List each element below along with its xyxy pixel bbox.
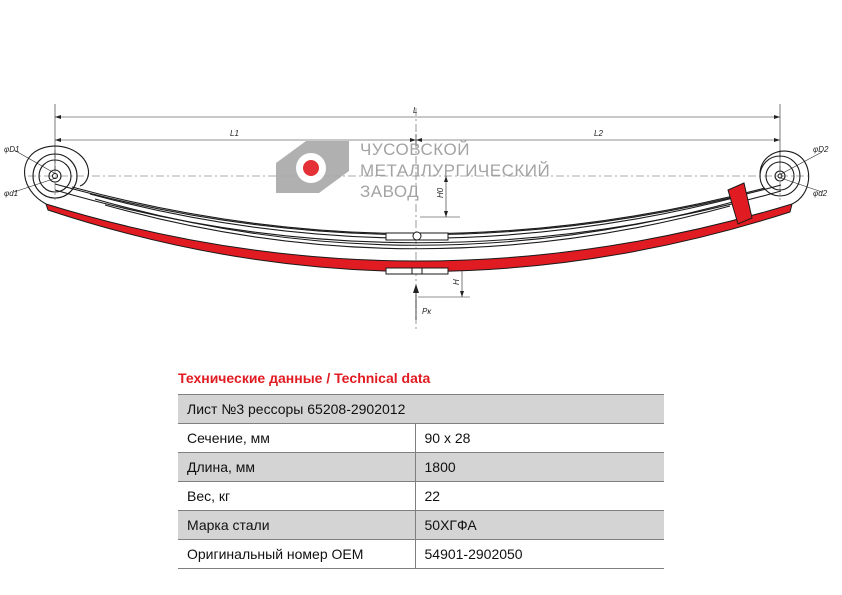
spec-table-header: Лист №3 рессоры 65208-2902012 xyxy=(178,395,664,424)
spec-label-section: Сечение, мм xyxy=(178,424,415,453)
center-clamp xyxy=(386,232,448,274)
spec-value-steel: 50ХГФА xyxy=(415,511,664,540)
dim-right-length: L2 xyxy=(594,129,603,138)
dim-left-length: L1 xyxy=(230,129,239,138)
logo-line-3: ЗАВОД xyxy=(360,182,420,201)
rebound-clip xyxy=(728,183,752,224)
left-eye xyxy=(25,146,89,204)
spec-row xyxy=(178,540,664,569)
spec-label-length: Длина, мм xyxy=(178,453,415,482)
spec-value-length: 1800 xyxy=(415,453,664,482)
spec-label-oem: Оригинальный номер ОЕМ xyxy=(178,540,415,569)
logo-mark xyxy=(276,141,349,193)
dim-eye-d2: φD2 xyxy=(813,145,829,154)
dim-total-length: L xyxy=(413,106,418,115)
spec-row xyxy=(178,453,664,482)
load-label: Pк xyxy=(422,307,432,316)
dim-height-h0: H0 xyxy=(436,187,445,198)
logo-line-2: МЕТАЛЛУРГИЧЕСКИЙ xyxy=(360,161,551,180)
spec-value-oem: 54901-2902050 xyxy=(415,540,664,569)
dim-eye-small-d1: φd1 xyxy=(4,189,19,198)
right-eye xyxy=(760,151,809,204)
spec-value-section: 90 х 28 xyxy=(415,424,664,453)
spec-label-steel: Марка стали xyxy=(178,511,415,540)
spec-label-weight: Вес, кг xyxy=(178,482,415,511)
spec-row xyxy=(178,424,664,453)
dim-height-h: H xyxy=(452,279,461,285)
spec-table-header-row xyxy=(178,395,664,424)
spec-table xyxy=(178,394,664,569)
spec-value-weight: 22 xyxy=(415,482,664,511)
spec-row xyxy=(178,482,664,511)
spec-row xyxy=(178,511,664,540)
dim-eye-small-d2: φd2 xyxy=(813,189,828,198)
company-logo xyxy=(276,140,550,201)
logo-line-1: ЧУСОВСКОЙ xyxy=(360,140,470,159)
dim-eye-d1: φD1 xyxy=(4,145,20,154)
section-title: Технические данные / Technical data xyxy=(178,370,431,386)
